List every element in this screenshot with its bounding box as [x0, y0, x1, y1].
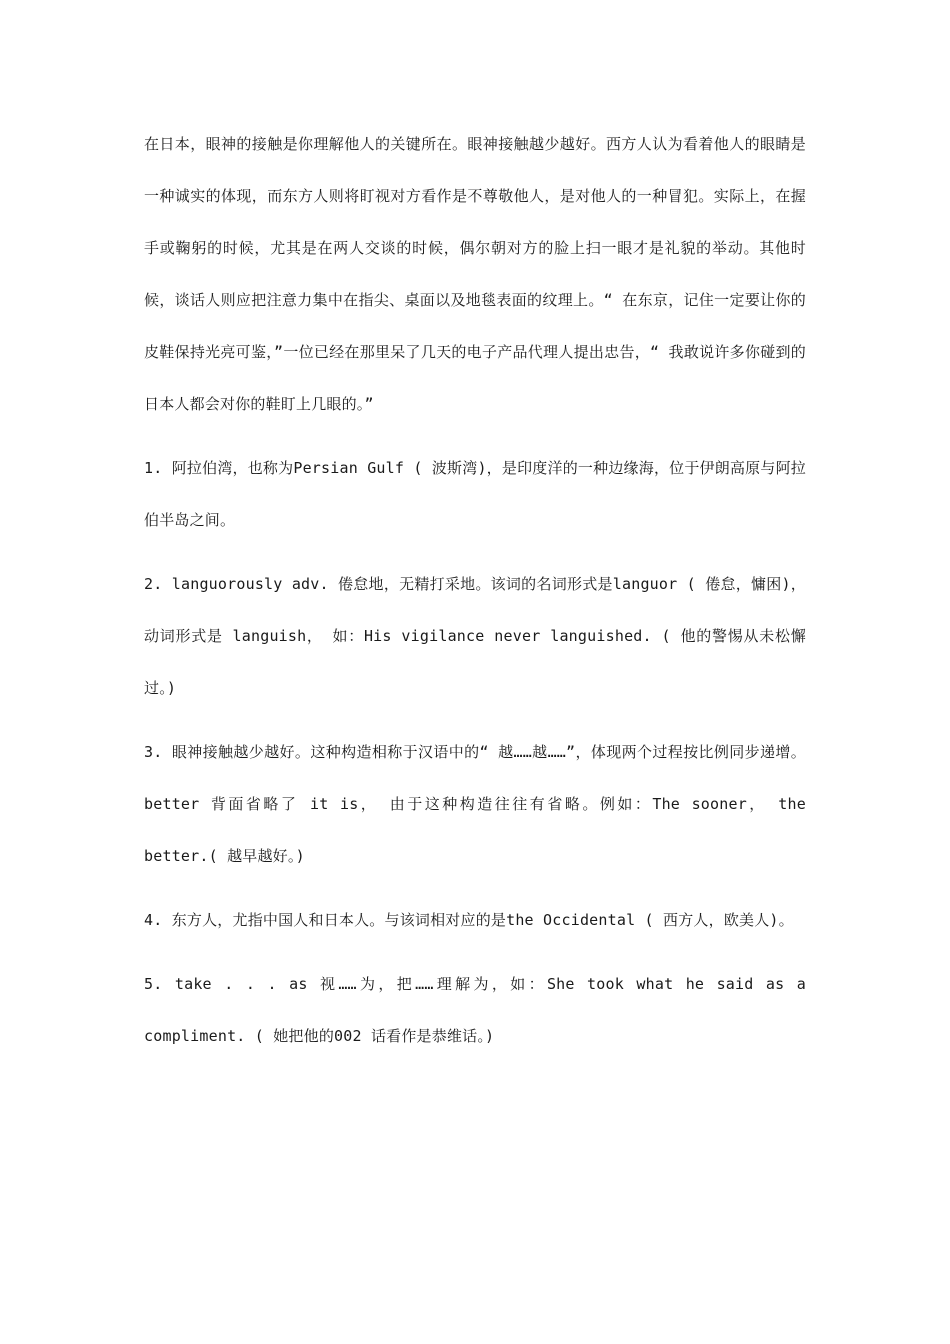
- note-4: 4. 东方人，尤指中国人和日本人。与该词相对应的是the Occidental ( 西方人，欧美人)。: [144, 911, 794, 929]
- intro-paragraph: 在日本，眼神的接触是你理解他人的关键所在。眼神接触越少越好。西方人认为看着他人的眼睛是一种诚实的体现，而东方人则将盯视对方看作是不尊敬他人，是对他人的一种冒犯。实际上，在握手或鞠躬的时候，尤其是在两人交谈的时候，偶尔朝对方的脸上扫一眼才是礼貌的举动。其他时候，谈话人则应把注意力集中在指尖、桌面以及地毯表面的纹理上。“ 在东京，记住一定要让你的皮鞋保持光亮可鉴，”一位已经在那里呆了几天的电子产品代理人提出忠告，“ 我敢说许多你碰到的日本人都会对你的鞋盯上几眼的。”: [144, 135, 806, 413]
- note-1: 1. 阿拉伯湾，也称为Persian Gulf ( 波斯湾)，是印度洋的一种边缘海，位于伊朗高原与阿拉伯半岛之间。: [144, 459, 806, 529]
- note-5: 5. take . . . as 视……为，把……理解为，如：She took what he said as a compliment. ( 她把他的002 话看作是恭维话。): [144, 975, 806, 1045]
- note-3: 3. 眼神接触越少越好。这种构造相称于汉语中的“ 越……越……”，体现两个过程按比例同步递增。better 背面省略了 it is， 由于这种构造往往有省略。例如：The sooner， the better.( 越早越好。): [144, 743, 806, 865]
- note-2: 2. languorously adv. 倦怠地，无精打采地。该词的名词形式是languor ( 倦怠，慵困)，动词形式是 languish， 如：His vigilance never languished. ( 他的警惕从未松懈过。): [144, 575, 806, 697]
- document-page: [144, 118, 806, 1074]
